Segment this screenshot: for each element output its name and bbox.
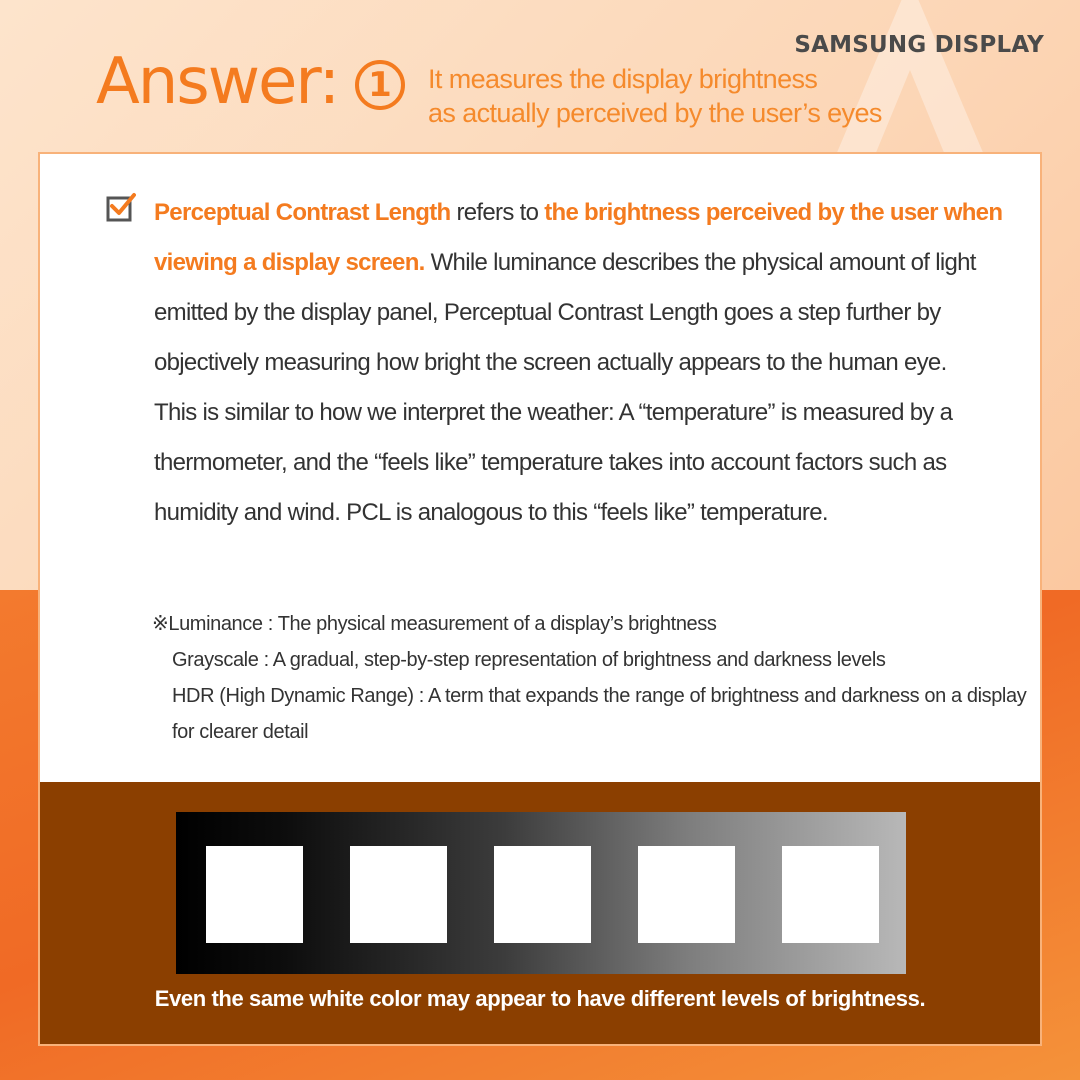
brand-logo: SAMSUNG DISPLAY	[794, 32, 1044, 58]
note-grayscale: Grayscale : A gradual, step-by-step representation of brightness and darkness levels	[172, 649, 886, 671]
note-hdr: HDR (High Dynamic Range) : A term that expands the range of brightness and darkness on a display for clearer detail	[172, 685, 1027, 743]
answer-label: Answer:	[96, 45, 339, 119]
demo-caption: Even the same white color may appear to have different levels of brightness.	[154, 986, 926, 1011]
analogy-text: This is similar to how we interpret the weather: A “temperature” is measured by a thermometer, and the “feels like” temperature takes into account factors such as humidity and wind. PCL is analogous to this “feels like” temperature.	[154, 399, 953, 526]
definition-rest: While luminance describes the physical amount of light emitted by the display panel, Perceptual Contrast Length goes a step further by objectively measuring how bright the screen actually appears to the human eye.	[154, 249, 976, 376]
answer-line-2: as actually perceived by the user’s eyes	[428, 98, 882, 128]
brightness-demo-panel	[40, 782, 1040, 1044]
circled-one-icon: 1	[355, 60, 405, 110]
white-square	[206, 846, 303, 943]
note-luminance: ※Luminance : The physical measurement of a display’s brightness	[152, 613, 717, 635]
answer-text	[428, 62, 882, 130]
white-square	[638, 846, 735, 943]
definition-paragraph	[154, 188, 1024, 538]
refers-to-text: refers to	[450, 199, 545, 226]
glossary-notes	[152, 606, 1032, 750]
checkbox-checked-icon	[106, 192, 136, 222]
white-square	[494, 846, 591, 943]
content-card	[38, 152, 1042, 1046]
term-highlight: Perceptual Contrast Length	[154, 199, 451, 226]
answer-line-1: It measures the display brightness	[428, 64, 818, 94]
white-square	[350, 846, 447, 943]
white-square	[782, 846, 879, 943]
definition-highlight: the brightness perceived by the user when viewing a display screen.	[154, 199, 1003, 276]
grayscale-gradient-bar	[176, 812, 906, 974]
